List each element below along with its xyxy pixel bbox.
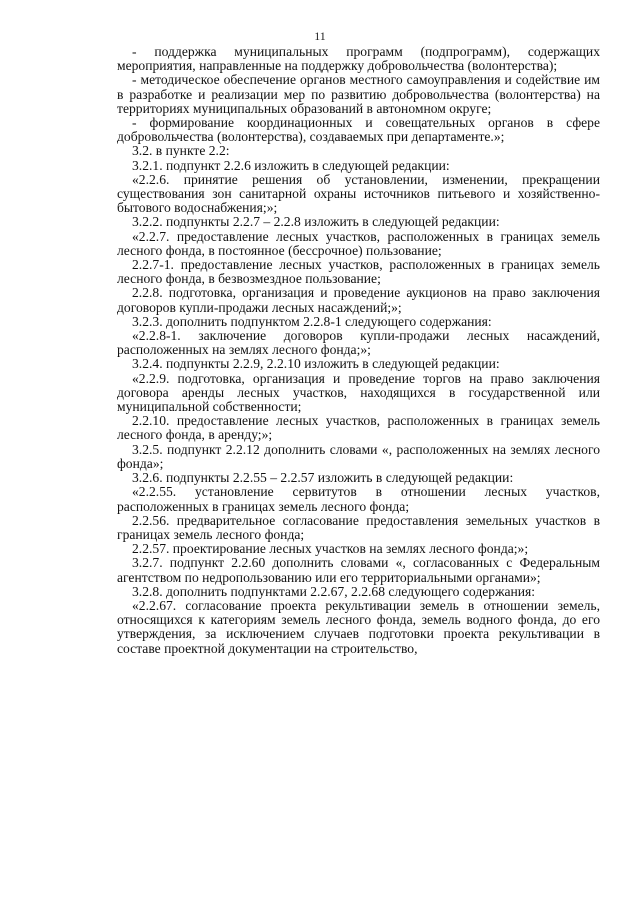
paragraph: 3.2.4. подпункты 2.2.9, 2.2.10 изложить в следующей редакции: <box>132 356 500 372</box>
paragraph: 2.2.56. предварительное согласование предоставления земельных участков в границах земель лесного фонда; <box>117 512 600 542</box>
document-body <box>117 45 600 656</box>
paragraph: «2.2.8-1. заключение договоров купли-продажи лесных насаждений, расположенных на землях лесного фонда;»; <box>117 328 600 358</box>
page-number: 11 <box>314 29 326 43</box>
paragraph: «2.2.6. принятие решения об установлении, изменении, прекращении существования зон санитарной охраны источников питьевого и хозяйственно-бытового водоснабжения;»; <box>117 171 600 216</box>
paragraph: 3.2.2. подпункты 2.2.7 – 2.2.8 изложить в следующей редакции: <box>132 214 500 230</box>
paragraph: 2.2.7-1. предоставление лесных участков, расположенных в границах земель лесного фонда, в безвозмездное пользование; <box>117 257 600 287</box>
paragraph: «2.2.55. установление сервитутов в отношении лесных участков, расположенных в границах земель лесного фонда; <box>117 484 600 514</box>
paragraph: 2.2.8. подготовка, организация и проведение аукционов на право заключения договоров купли-продажи лесных насаждений;»; <box>117 285 600 315</box>
paragraph: - формирование координационных и совещательных органов в сфере добровольчества (волонтерства), создаваемых при департаменте.»; <box>117 115 600 145</box>
paragraph: 3.2.8. дополнить подпунктами 2.2.67, 2.2.68 следующего содержания: <box>132 583 536 599</box>
paragraph: 3.2. в пункте 2.2: <box>132 143 230 159</box>
paragraph: 2.2.57. проектирование лесных участков на землях лесного фонда;»; <box>132 541 529 557</box>
paragraph: 3.2.7. подпункт 2.2.60 дополнить словами «, согласованных с Федеральным агентством по недропользованию или его территориальными органами»; <box>117 555 600 585</box>
paragraph: «2.2.9. подготовка, организация и проведение торгов на право заключения договора аренды лесных участков, находящихся в государственной или муниципальной собственности; <box>117 370 600 415</box>
paragraph: «2.2.67. согласование проекта рекультивации земель в отношении земель, относящихся к категориям земель лесного фонда, земель водного фонда, до его утверждения, за исключением случаев подготовки проекта рекультивации в составе проектной документации на строительство, <box>117 597 600 656</box>
paragraph: 3.2.1. подпункт 2.2.6 изложить в следующей редакции: <box>132 157 450 173</box>
paragraph: - методическое обеспечение органов местного самоуправления и содействие им в разработке и реализации мер по развитию добровольчества (волонтерства) на территориях муниципальных образований в автономном округе; <box>117 72 600 116</box>
paragraph: «2.2.7. предоставление лесных участков, расположенных в границах земель лесного фонда, в постоянное (бессрочное) пользование; <box>117 228 600 258</box>
paragraph: 3.2.3. дополнить подпунктом 2.2.8-1 следующего содержания: <box>132 313 492 329</box>
paragraph: 2.2.10. предоставление лесных участков, расположенных в границах земель лесного фонда, в аренду;»; <box>117 413 600 443</box>
paragraph: - поддержка муниципальных программ (подпрограмм), содержащих мероприятия, направленные на поддержку добровольчества (волонтерства); <box>117 44 600 74</box>
paragraph: 3.2.6. подпункты 2.2.55 – 2.2.57 изложить в следующей редакции: <box>132 470 514 486</box>
paragraph: 3.2.5. подпункт 2.2.12 дополнить словами «, расположенных на землях лесного фонда»; <box>117 441 600 471</box>
